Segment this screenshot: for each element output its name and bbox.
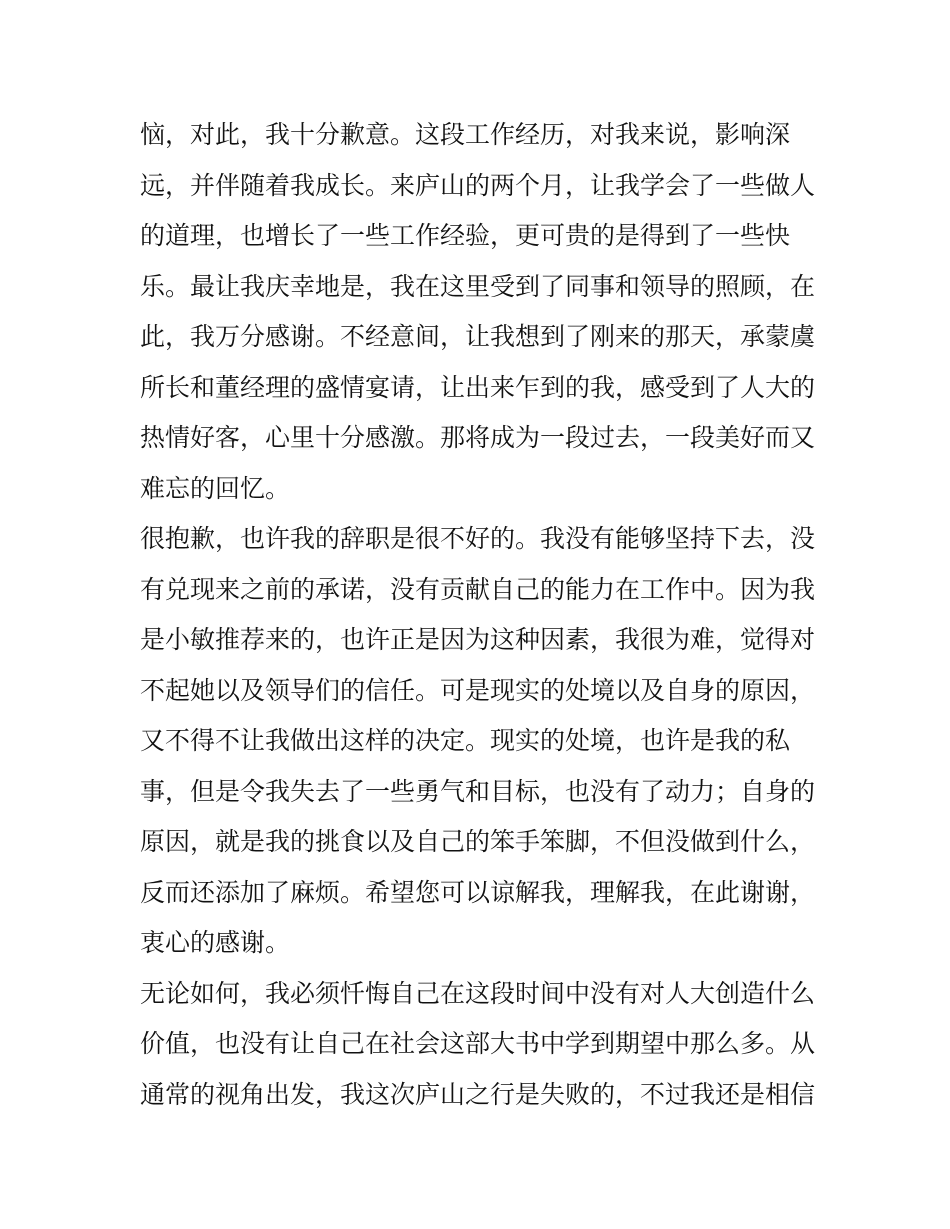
text-line: 恼，对此，我十分歉意。这段工作经历，对我来说，影响深 bbox=[140, 120, 791, 149]
text-line: 反而还添加了麻烦。希望您可以谅解我，理解我，在此谢谢， bbox=[140, 877, 816, 907]
document-body bbox=[140, 110, 820, 1120]
text-line: 是小敏推荐来的，也许正是因为这种因素，我很为难，觉得对 bbox=[140, 625, 816, 654]
text-line: 不起她以及领导们的信任。可是现实的处境以及自身的原因， bbox=[140, 675, 816, 705]
text-line: 有兑现来之前的承诺，没有贡献自己的能力在工作中。因为我 bbox=[140, 574, 816, 604]
text-line: 价值，也没有让自己在社会这部大书中学到期望中那么多。从 bbox=[140, 1029, 816, 1058]
text-line: 衷心的感谢。 bbox=[140, 928, 291, 957]
text-line: 原因，就是我的挑食以及自己的笨手笨脚，不但没做到什么， bbox=[140, 827, 816, 856]
text-line: 难忘的回忆。 bbox=[140, 473, 291, 503]
text-line: 事，但是令我失去了一些勇气和目标，也没有了动力；自身的 bbox=[140, 776, 816, 806]
text-line: 无论如何，我必须忏悔自己在这段时间中没有对人大创造什么 bbox=[140, 978, 816, 1008]
text-line: 的道理，也增长了一些工作经验，更可贵的是得到了一些快 bbox=[140, 221, 791, 250]
text-line: 又不得不让我做出这样的决定。现实的处境，也许是我的私 bbox=[140, 726, 791, 755]
text-line: 很抱歉，也许我的辞职是很不好的。我没有能够坚持下去，没 bbox=[140, 524, 816, 553]
text-line: 远，并伴随着我成长。来庐山的两个月，让我学会了一些做人 bbox=[140, 170, 816, 200]
text-line: 此，我万分感谢。不经意间，让我想到了刚来的那天，承蒙虞 bbox=[140, 322, 816, 351]
text-line: 所长和董经理的盛情宴请，让出来乍到的我，感受到了人大的 bbox=[140, 372, 816, 402]
text-line: 乐。最让我庆幸地是，我在这里受到了同事和领导的照顾，在 bbox=[140, 271, 816, 301]
text-line: 通常的视角出发，我这次庐山之行是失败的，不过我还是相信 bbox=[140, 1079, 816, 1109]
text-line: 热情好客，心里十分感激。那将成为一段过去，一段美好而又 bbox=[140, 423, 816, 452]
